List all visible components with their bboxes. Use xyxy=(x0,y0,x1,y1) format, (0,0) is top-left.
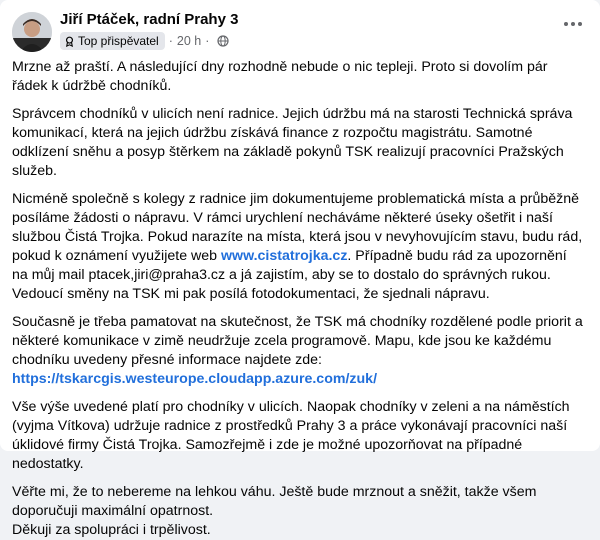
author-name[interactable]: Jiří Ptáček, radní Prahy 3 xyxy=(60,11,239,28)
post-paragraph-6: Věřte mi, že to nebereme na lehkou váhu. Ještě bude mrznout a sněžit, takže všem doporučuji maximální opatrnost. xyxy=(12,484,537,519)
globe-icon[interactable] xyxy=(217,35,229,47)
post-paragraph-3 xyxy=(12,190,586,304)
post-paragraph-2: Správcem chodníků v ulicích není radnice. Jejich údržbu má na starosti Technická správa komunikací, která na jejich údržbu získává finance z rozpočtu magistrátu. Samotné odklízení sněhu a posyp štěrkem na základě pokynů TSK realizují pracovníci Pražských služeb. xyxy=(12,106,573,179)
award-icon xyxy=(64,36,75,47)
separator-dot: · xyxy=(168,34,173,48)
top-contributor-badge[interactable] xyxy=(60,32,165,50)
paragraph-text: Současně je třeba pamatovat na skutečnost, že TSK má chodníky rozdělené podle priorit a některé komunikace v zimě neudržuje zcela programově. Mapu, kde jsou ke každému chodníku uvedeny přesné informace najdete zde: xyxy=(12,314,583,368)
post-paragraph-1: Mrzne až praští. A následující dny rozhodně nebude o nic tepleji. Proto si dovolím pár řádek k údržbě chodníků. xyxy=(12,59,548,94)
cistatrojka-link[interactable]: www.cistatrojka.cz xyxy=(221,248,348,264)
paragraph-text: Nicméně společně s kolegy z radnice jim dokumentujeme problematická místa a průběžně posíláme žádosti o nápravu. V rámci urychlení necháváme některé úseky ošetřit i naší službou Čistá Trojka. Pokud narazíte na místa, která jsou v nevyhovujícím stavu, budu rád, pokud k oznámení využijete web xyxy=(12,191,583,264)
more-options-icon[interactable] xyxy=(558,14,588,34)
author-avatar[interactable] xyxy=(12,12,52,52)
post-paragraph-5: Vše výše uvedené platí pro chodníky v ulicích. Naopak chodníky v zeleni a na náměstích (vyjma Vítkova) udržuje radnice z prostředků Prahy 3 a práce vykonávají pracovníci naší úklidové firmy Čistá Trojka. Samozřejmě i zde je možné upozorňovat na případné nedostatky. xyxy=(12,399,570,472)
post-paragraph-4 xyxy=(12,313,586,389)
post-subline xyxy=(60,32,238,50)
separator-dot: · xyxy=(205,34,210,48)
post-header xyxy=(12,10,238,54)
paragraph-text: . Případně budu rád za upozornění na můj mail ptacek,jiri@praha3.cz a já zajistím, aby se to dostalo do správných rukou. Vedoucí směny na TSK mi pak posílá fotodokumentaci, že sjednali nápravu. xyxy=(12,248,567,302)
post-body xyxy=(12,58,586,540)
post-time[interactable]: 20 h xyxy=(176,34,202,48)
post-meta xyxy=(60,10,238,50)
badge-label: Top přispěvatel xyxy=(78,34,159,48)
post-paragraph-7: Děkuji za spolupráci i trpělivost. xyxy=(12,522,211,538)
tsk-map-link[interactable]: https://tskarcgis.westeurope.cloudapp.azure.com/zuk/ xyxy=(12,371,378,387)
